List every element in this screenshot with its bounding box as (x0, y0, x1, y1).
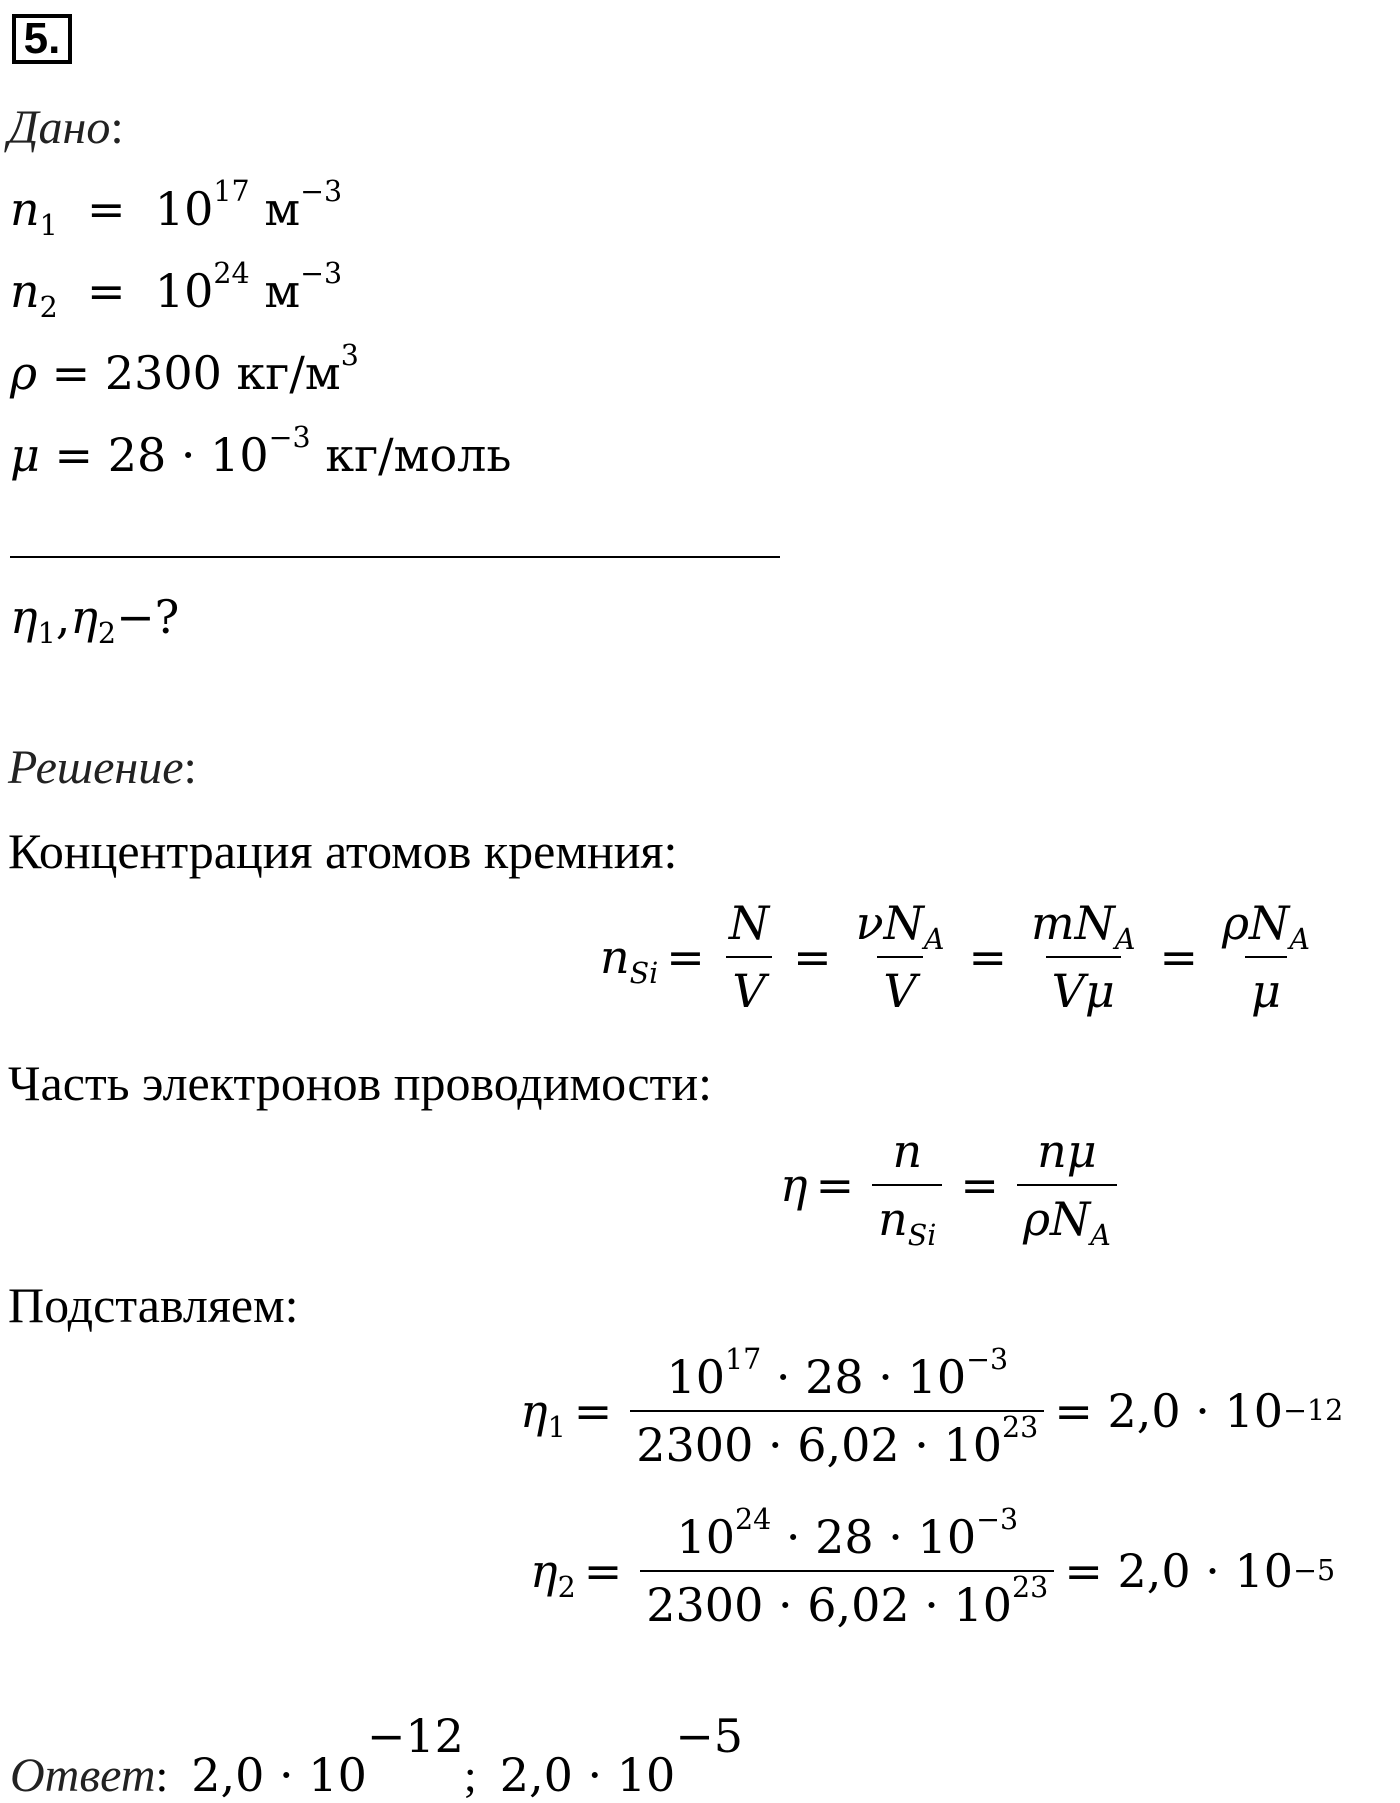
fraction: $\frac{10^{24} \cdot 28 \cdot 10^{-3}}{2300 \cdot 6,02 \cdot 10^{23}}$ (640, 1510, 1054, 1632)
given-n1: $n_1 = 10^{17}$ $м^{-3}$ (10, 174, 343, 242)
problem-number-badge: 5. (12, 14, 72, 64)
solution-heading: Решение: (8, 741, 197, 794)
fraction-text: Часть электронов проводимости: (8, 1055, 713, 1111)
given-divider (10, 556, 780, 558)
fraction: $\frac{N}{V}$ (723, 896, 775, 1018)
given-rho: ρ = 2300 $кг/м^3$ (10, 338, 359, 400)
given-mu: $\mu = 28 \cdot 10^{-3}$ кг/моль (10, 420, 512, 482)
fraction: $\frac{10^{17} \cdot 28 \cdot 10^{-3}}{2300 \cdot 6,02 \cdot 10^{23}}$ (630, 1350, 1044, 1472)
concentration-text: Концентрация атомов кремния: (8, 823, 678, 879)
eta-formula: η = $\frac{n}{n_{Si}}$ = $\frac{n\mu}{\rho N_A}$ (780, 1124, 1127, 1246)
given-n2: $n_2 = 10^{24}$ $м^{-3}$ (10, 256, 343, 324)
fraction: $\frac{n}{n_{Si}}$ (872, 1124, 942, 1246)
fraction: $\frac{mN_A}{V\mu}$ (1031, 896, 1136, 1018)
fraction: $\frac{\rho N_A}{\mu}$ (1222, 896, 1310, 1018)
answer-line: Ответ: $2,0 \cdot 10^{-12}$; $2,0 \cdot 10^{-5}$ (10, 1709, 744, 1803)
fraction: $\frac{n\mu}{\rho N_A}$ (1017, 1124, 1117, 1246)
concentration-formula: $n_{Si}$ = $\frac{N}{V}$ = $\frac{\nu N_A}{V}$ = $\frac{mN_A}{V\mu}$ = $\frac{\rho N_A}{\mu}$ (600, 896, 1326, 1018)
formula-lhs: $n_{Si}$ (600, 930, 659, 990)
eta2-calculation: $\eta_2$ = $\frac{10^{24} \cdot 28 \cdot 10^{-3}}{2300 \cdot 6,02 \cdot 10^{23}}$ = 2,0 · 10 −5 (530, 1502, 1336, 1632)
eta1-calculation: $\eta_1$ = $\frac{10^{17} \cdot 28 \cdot 10^{-3}}{2300 \cdot 6,02 \cdot 10^{23}}$ = 2,0 · 10 −12 (520, 1342, 1344, 1472)
fraction: $\frac{\nu N_A}{V}$ (855, 896, 945, 1018)
find-line: $\eta_1,\eta_2-$? (10, 590, 180, 650)
substitute-text: Подставляем: (8, 1277, 299, 1333)
given-heading: Дано: (8, 101, 124, 154)
